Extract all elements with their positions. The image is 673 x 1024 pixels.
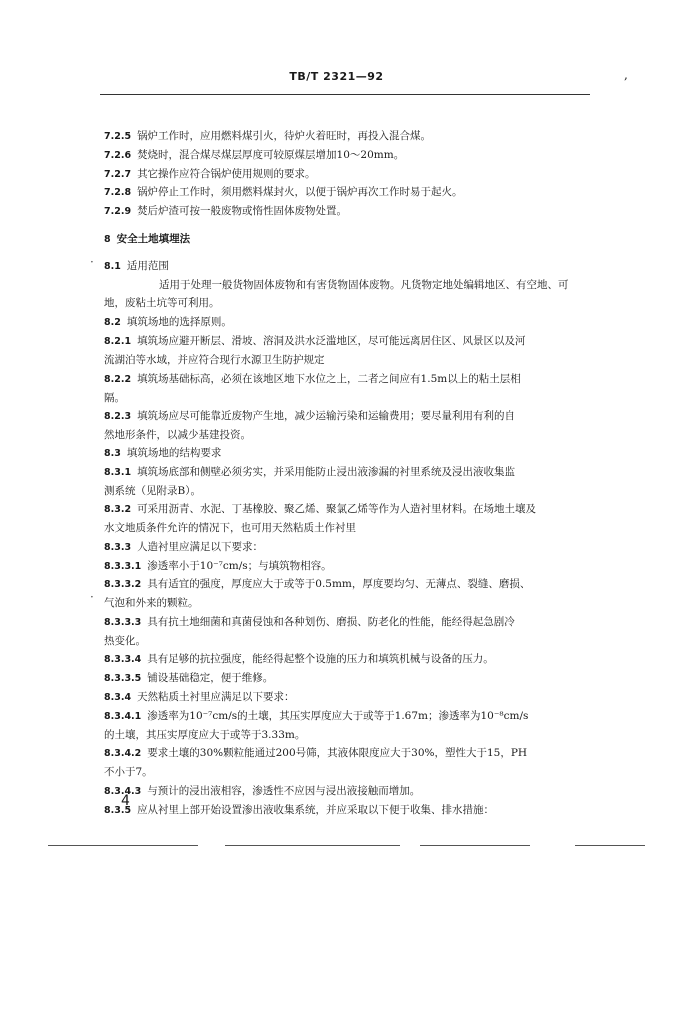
clause-line (104, 129, 431, 144)
clause-text: 适用于处理一般货物固体废物和有害货物固体废物。凡货物定地处编辑地区、有空地、可 (159, 279, 569, 291)
clause-number: 8.3.3.1 (104, 561, 142, 572)
continuation-line (159, 278, 569, 292)
margin-mark: · (90, 590, 94, 604)
clause-text: 适用范围 (126, 260, 169, 272)
clause-text: 流湖泊等水域，并应符合现行水源卫生防护规定 (104, 354, 325, 366)
clause-number: 8 (104, 234, 111, 245)
clause-text: 锅炉工作时，应用燃料煤引火，待炉火着旺时，再投入混合煤。 (137, 130, 432, 142)
clause-text: 应从衬里上部开始设置渗出液收集系统，并应采取以下便于收集、排水措施： (137, 804, 495, 816)
clause-text: 填筑场应尽可能靠近废物产生地，减少运输污染和运输费用；要尽量利用有利的自 (137, 410, 516, 422)
clause-number: 7.2.8 (104, 187, 132, 198)
clause-text: 与预计的浸出液相容，渗透性不应因与浸出液接触而增加。 (147, 785, 421, 797)
footer-rule (225, 845, 400, 846)
clause-number: 8.3.3.3 (104, 617, 142, 628)
clause-text: 要求土壤的30%颗粒能通过200号筛，其液体限度应大于30%，塑性大于15，PH (147, 747, 528, 759)
clause-text: 水文地质条件允许的情况下，也可用天然粘质土作衬里 (104, 522, 356, 534)
continuation-line (104, 596, 199, 610)
continuation-line (104, 765, 153, 779)
continuation-line (104, 521, 356, 535)
clause-text: 人造衬里应满足以下要求： (137, 541, 264, 553)
header-rule (100, 94, 590, 95)
clause-number: 7.2.6 (104, 150, 132, 161)
clause-text: 安全土地填埋法 (116, 233, 191, 245)
clause-text: 焚烧时，混合煤尽煤层厚度可较原煤层增加10～20mm。 (137, 149, 405, 161)
clause-number: 7.2.5 (104, 131, 132, 142)
footer-rule (575, 845, 645, 846)
clause-text: 铺设基础稳定，便于维修。 (147, 672, 274, 684)
clause-text: 其它操作应符合锅炉使用规则的要求。 (137, 168, 316, 180)
clause-line (104, 652, 494, 667)
clause-line (104, 465, 515, 480)
clause-number: 8.3.2 (104, 504, 132, 515)
clause-number: 8.3.1 (104, 467, 132, 478)
clause-text: 具有适宜的强度，厚度应大于或等于0.5mm，厚度要均匀、无薄点、裂缝、磨损、 (147, 578, 531, 590)
clause-line (104, 690, 295, 705)
continuation-line (104, 296, 220, 310)
continuation-line (104, 391, 125, 405)
clause-text: 然地形条件，以减少基建投资。 (104, 429, 251, 441)
clause-line (104, 446, 221, 461)
clause-line (104, 409, 515, 424)
clause-line (104, 148, 404, 163)
clause-line (104, 167, 316, 182)
margin-mark: · (90, 255, 94, 269)
clause-number: 8.3.3 (104, 542, 132, 553)
clause-line (104, 746, 527, 761)
clause-number: 8.3.3.4 (104, 654, 142, 665)
page-number: 4 (121, 793, 130, 809)
clause-line (104, 784, 420, 799)
clause-number: 8.2.2 (104, 374, 132, 385)
clause-text: 天然粘质土衬里应满足以下要求： (137, 691, 295, 703)
footer-rule (420, 845, 530, 846)
clause-text: 填筑场地的结构要求 (126, 447, 222, 459)
header-mark: , (624, 68, 628, 82)
clause-text: 填筑场地的选择原则。 (126, 316, 232, 328)
clause-number: 8.3.4.1 (104, 711, 142, 722)
clause-number: 7.2.7 (104, 169, 132, 180)
clause-text: 渗透率小于10⁻⁷cm/s；与填筑物相容。 (147, 560, 332, 572)
clause-number: 8.3.3.5 (104, 673, 142, 684)
clause-text: 气泡和外来的颗粒。 (104, 597, 199, 609)
clause-text: 焚后炉渣可按一般废物或惰性固体废物处置。 (137, 205, 348, 217)
clause-line (104, 372, 521, 387)
clause-text: 填筑场基础标高，必须在该地区地下水位之上，二者之间应有1.5m以上的粘土层相 (137, 373, 521, 385)
clause-line (104, 559, 332, 574)
clause-text: 具有抗土地细菌和真菌侵蚀和各种划伤、磨损、防老化的性能，能经得起急剧冷 (147, 616, 515, 628)
clause-line (104, 577, 530, 592)
continuation-line (104, 634, 146, 648)
clause-text: 锅炉停止工作时，须用燃料煤封火，以便于锅炉再次工作时易于起火。 (137, 186, 463, 198)
continuation-line (104, 728, 305, 742)
clause-text: 渗透率为10⁻⁷cm/s的土壤，其压实厚度应大于或等于1.67m；渗透率为10⁻⁸cm/s (147, 710, 529, 722)
clause-text: 测系统（见附录B）。 (104, 485, 201, 497)
clause-line (104, 540, 263, 555)
continuation-line (104, 353, 325, 367)
clause-line (104, 232, 190, 247)
clause-text: 具有足够的抗拉强度，能经得起整个设施的压力和填筑机械与设备的压力。 (147, 653, 494, 665)
clause-text: 填筑场应避开断层、滑坡、溶洞及洪水泛滥地区，尽可能远离居住区、风景区以及河 (137, 335, 526, 347)
clause-line (104, 334, 526, 349)
clause-number: 8.3 (104, 448, 121, 459)
clause-text: 填筑场底部和侧壁必须劣实，并采用能防止浸出液渗漏的衬里系统及浸出液收集监 (137, 466, 516, 478)
clause-number: 8.3.5 (104, 805, 132, 816)
clause-line (104, 502, 536, 517)
clause-text: 热变化。 (104, 635, 146, 647)
clause-line (104, 671, 273, 686)
continuation-line (104, 484, 201, 498)
clause-line (104, 315, 232, 330)
clause-number: 8.3.3.2 (104, 579, 142, 590)
clause-number: 8.3.4.3 (104, 786, 142, 797)
footer-rule (48, 845, 198, 846)
continuation-line (104, 428, 251, 442)
clause-text: 的土壤，其压实厚度应大于或等于3.33m。 (104, 729, 306, 741)
clause-text: 地，废粘土坑等可利用。 (104, 297, 220, 309)
clause-line (104, 803, 494, 818)
header-code: TB/T 2321—92 (289, 70, 384, 83)
clause-number: 8.3.4 (104, 692, 132, 703)
clause-line (104, 709, 528, 724)
clause-text: 不小于7。 (104, 766, 153, 778)
clause-number: 7.2.9 (104, 206, 132, 217)
clause-number: 8.2 (104, 317, 121, 328)
clause-line (104, 615, 515, 630)
clause-line (104, 204, 347, 219)
clause-number: 8.2.1 (104, 336, 132, 347)
clause-text: 隔。 (104, 392, 125, 404)
clause-line (104, 259, 169, 274)
clause-line (104, 185, 463, 200)
clause-number: 8.3.4.2 (104, 748, 142, 759)
clause-number: 8.1 (104, 261, 121, 272)
clause-text: 可采用沥青、水泥、丁基橡胶、聚乙烯、聚氯乙烯等作为人造衬里材料。在场地土壤及 (137, 503, 537, 515)
clause-number: 8.2.3 (104, 411, 132, 422)
